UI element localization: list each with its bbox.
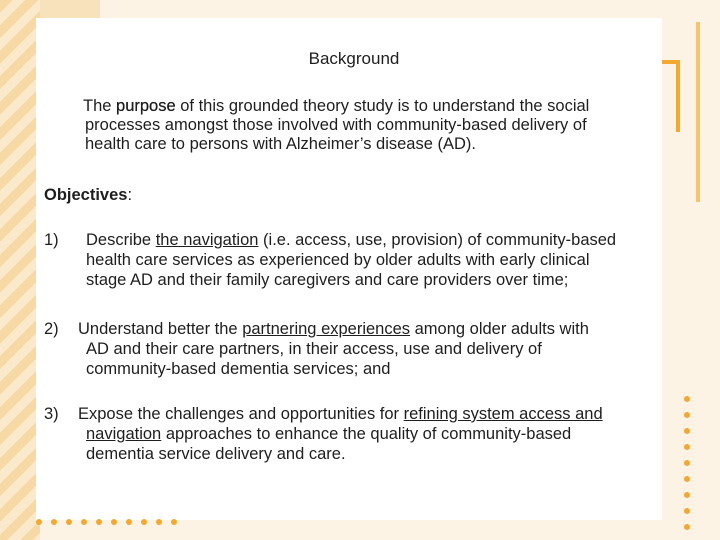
diagonal-stripes-decoration bbox=[0, 0, 40, 540]
frame-line-right bbox=[676, 60, 680, 132]
dot-decoration bbox=[156, 519, 162, 525]
dot-decoration bbox=[684, 444, 690, 450]
dot-decoration bbox=[96, 519, 102, 525]
objective-3-number: 3) bbox=[44, 405, 59, 423]
dot-decoration bbox=[684, 412, 690, 418]
dot-decoration bbox=[51, 519, 57, 525]
page-title: Background bbox=[308, 49, 400, 68]
objective-3-underlined: refining system access and bbox=[403, 405, 603, 423]
dot-decoration bbox=[36, 519, 42, 525]
objective-1-line3: stage AD and their family caregivers and care providers over time; bbox=[86, 271, 569, 289]
objectives-label: Objectives bbox=[44, 186, 128, 204]
objective-2-underlined: partnering experiences bbox=[242, 320, 411, 338]
corner-block-decoration bbox=[40, 0, 100, 20]
objective-1-underlined: the navigation bbox=[155, 231, 259, 249]
objective-3-line1-pre: Expose the challenges and opportunities for bbox=[78, 405, 404, 423]
dot-decoration bbox=[66, 519, 72, 525]
purpose-text-line3: health care to persons with Alzheimer’s disease (AD). bbox=[85, 135, 476, 153]
objectives-heading bbox=[44, 186, 132, 205]
purpose-text-line2: processes amongst those involved with community-based delivery of bbox=[85, 116, 587, 134]
purpose-text-line1: of this grounded theory study is to understand the social bbox=[175, 97, 590, 115]
objective-2-line1-post: among older adults with bbox=[410, 320, 589, 338]
objective-1-line2: health care services as experienced by older adults with early clinical bbox=[86, 251, 590, 269]
dot-decoration bbox=[684, 476, 690, 482]
dot-decoration bbox=[684, 508, 690, 514]
objective-2-line2: AD and their care partners, in their access, use and delivery of bbox=[86, 340, 542, 358]
dot-decoration bbox=[684, 492, 690, 498]
objective-1-text bbox=[86, 230, 616, 290]
dot-decoration bbox=[126, 519, 132, 525]
objective-3-text bbox=[78, 404, 603, 464]
purpose-paragraph bbox=[85, 97, 675, 154]
objective-2-line1-pre: Understand better the bbox=[78, 320, 243, 338]
objective-2-text bbox=[78, 319, 589, 379]
dot-decoration bbox=[684, 428, 690, 434]
dot-decoration bbox=[81, 519, 87, 525]
objectives-colon: : bbox=[127, 186, 133, 204]
objective-1-line1-pre: Describe bbox=[86, 231, 156, 249]
objective-3-underlined-2: navigation bbox=[86, 425, 162, 443]
dot-decoration bbox=[111, 519, 117, 525]
objective-3-line3: dementia service delivery and care. bbox=[86, 445, 346, 463]
objective-2-line3: community-based dementia services; and bbox=[86, 360, 391, 378]
objective-3-line2-post: approaches to enhance the quality of community-based bbox=[161, 425, 572, 443]
dot-decoration bbox=[684, 396, 690, 402]
dot-decoration bbox=[684, 524, 690, 530]
objective-2-number: 2) bbox=[44, 320, 59, 338]
dot-decoration bbox=[171, 519, 177, 525]
purpose-text-pre: The bbox=[83, 97, 117, 115]
objective-1-line1-post: (i.e. access, use, provision) of community-based bbox=[258, 231, 617, 249]
dot-decoration bbox=[684, 460, 690, 466]
dot-decoration bbox=[141, 519, 147, 525]
purpose-keyword: purpose bbox=[116, 97, 176, 115]
objective-1-number: 1) bbox=[44, 231, 59, 249]
